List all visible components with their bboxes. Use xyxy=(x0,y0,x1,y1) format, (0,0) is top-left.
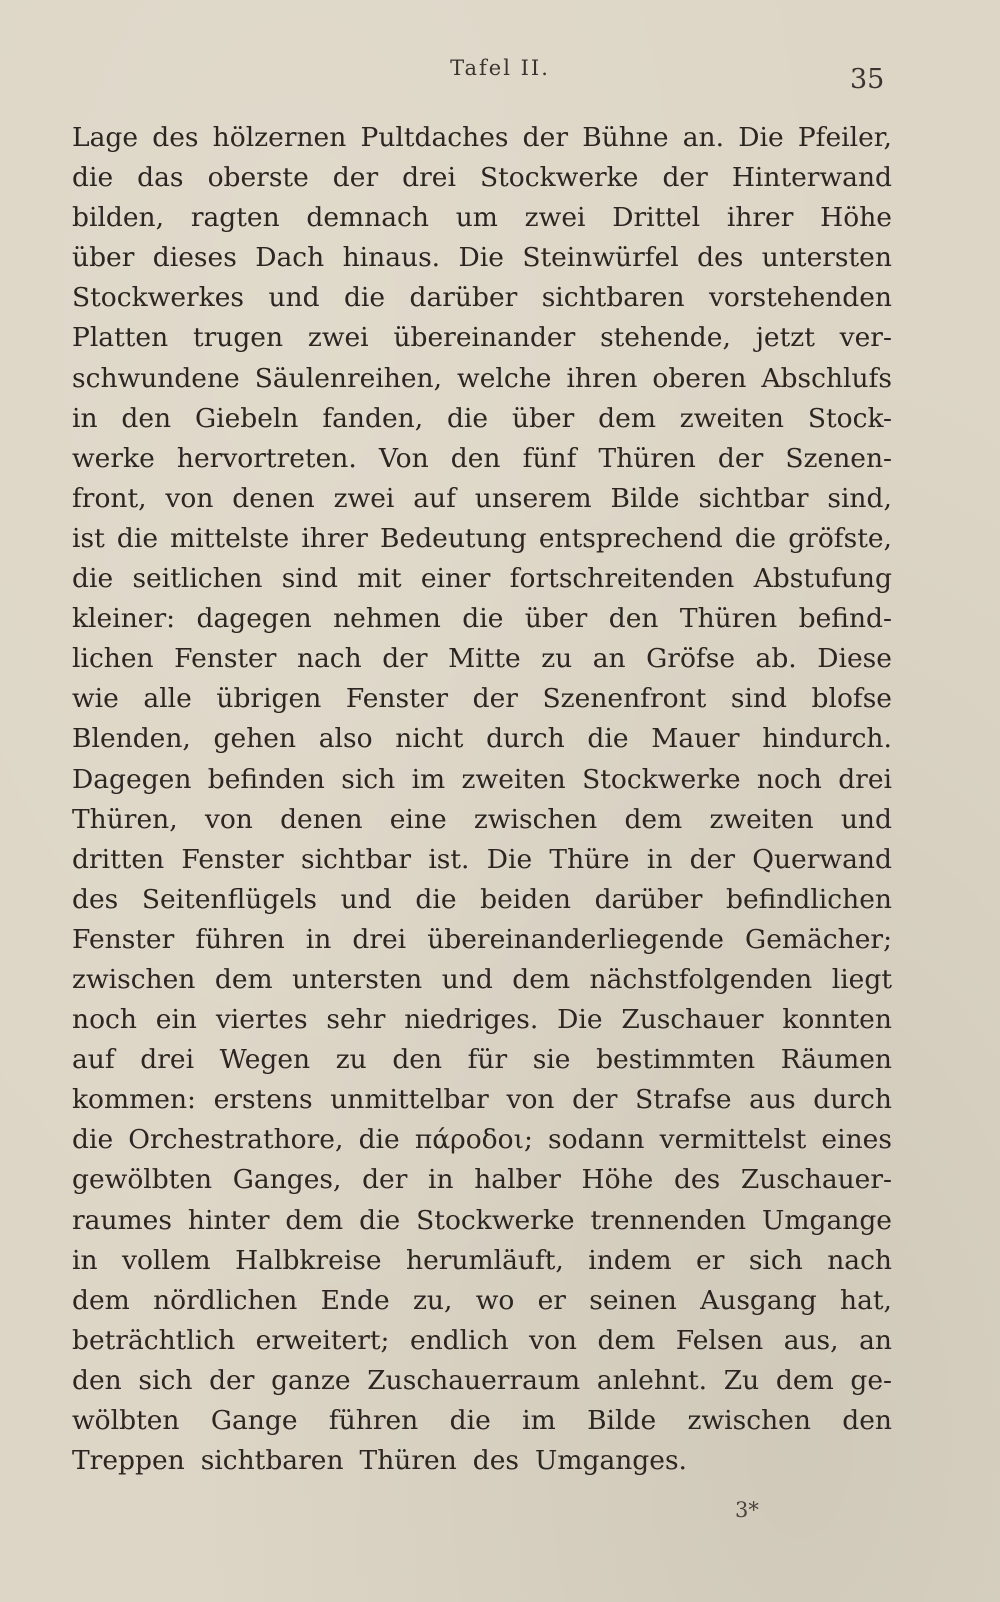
page-number: 35 xyxy=(850,64,885,95)
text-line: lichen Fenster nach der Mitte zu an Gröfse ab. Diese xyxy=(72,643,892,675)
signature-mark: 3* xyxy=(735,1498,759,1522)
text-line: ist die mittelste ihrer Bedeutung entsprechend die gröfste, xyxy=(72,522,892,554)
text-line: auf drei Wegen zu den für sie bestimmten Räumen xyxy=(72,1044,892,1076)
text-line: zwischen dem untersten und dem nächstfolgenden liegt xyxy=(72,963,892,995)
text-line: in den Giebeln fanden, die über dem zweiten Stock- xyxy=(72,402,892,434)
text-line: bilden, ragten demnach um zwei Drittel ihrer Höhe xyxy=(72,202,892,234)
running-head: Tafel II. xyxy=(450,56,550,80)
text-line: die das oberste der drei Stockwerke der Hinterwand xyxy=(72,162,892,194)
text-line: raumes hinter dem die Stockwerke trennenden Umgange xyxy=(72,1204,892,1236)
text-line: beträchtlich erweitert; endlich von dem Felsen aus, an xyxy=(72,1324,892,1356)
text-line: des Seitenflügels und die beiden darüber befindlichen xyxy=(72,883,892,915)
text-line: wölbten Gange führen die im Bilde zwischen den xyxy=(72,1405,892,1436)
text-line: Stockwerkes und die darüber sichtbaren vorstehenden xyxy=(72,282,892,314)
text-line: Platten trugen zwei übereinander stehende, jetzt ver- xyxy=(72,322,892,354)
text-line: Dagegen befinden sich im zweiten Stockwerke noch drei xyxy=(72,763,892,795)
text-line: die Orchestrathore, die πάροδοι; sodann vermittelst eines xyxy=(72,1124,892,1156)
text-line: front, von denen zwei auf unserem Bilde sichtbar sind, xyxy=(72,482,892,514)
text-line: noch ein viertes sehr niedriges. Die Zuschauer konnten xyxy=(72,1004,892,1036)
text-line: Fenster führen in drei übereinanderliegende Gemächer; xyxy=(72,923,892,955)
text-line: schwundene Säulenreihen, welche ihren oberen Abschlufs xyxy=(72,362,892,394)
text-line: den sich der ganze Zuschauerraum anlehnt. Zu dem ge- xyxy=(72,1364,892,1396)
text-line: in vollem Halbkreise herumläuft, indem er sich nach xyxy=(72,1244,892,1276)
text-line: werke hervortreten. Von den fünf Thüren der Szenen- xyxy=(72,442,892,474)
text-line: kommen: erstens unmittelbar von der Strafse aus durch xyxy=(72,1084,892,1116)
text-line: über dieses Dach hinaus. Die Steinwürfel des untersten xyxy=(72,242,892,274)
text-line: Treppen sichtbaren Thüren des Umganges. xyxy=(72,1445,687,1477)
text-line: Blenden, gehen also nicht durch die Mauer hindurch. xyxy=(72,723,892,755)
text-line: Thüren, von denen eine zwischen dem zweiten und xyxy=(72,803,892,835)
text-line: wie alle übrigen Fenster der Szenenfront sind blofse xyxy=(72,683,892,715)
text-line: die seitlichen sind mit einer fortschreitenden Abstufung xyxy=(72,563,892,595)
text-line: gewölbten Ganges, der in halber Höhe des Zuschauer- xyxy=(72,1164,892,1196)
text-line: Lage des hölzernen Pultdaches der Bühne an. Die Pfeiler, xyxy=(72,122,892,153)
text-line: dem nördlichen Ende zu, wo er seinen Ausgang hat, xyxy=(72,1284,892,1316)
body-text xyxy=(72,118,892,1481)
text-line: kleiner: dagegen nehmen die über den Thüren befind- xyxy=(72,603,892,635)
text-line: dritten Fenster sichtbar ist. Die Thüre in der Querwand xyxy=(72,843,892,875)
